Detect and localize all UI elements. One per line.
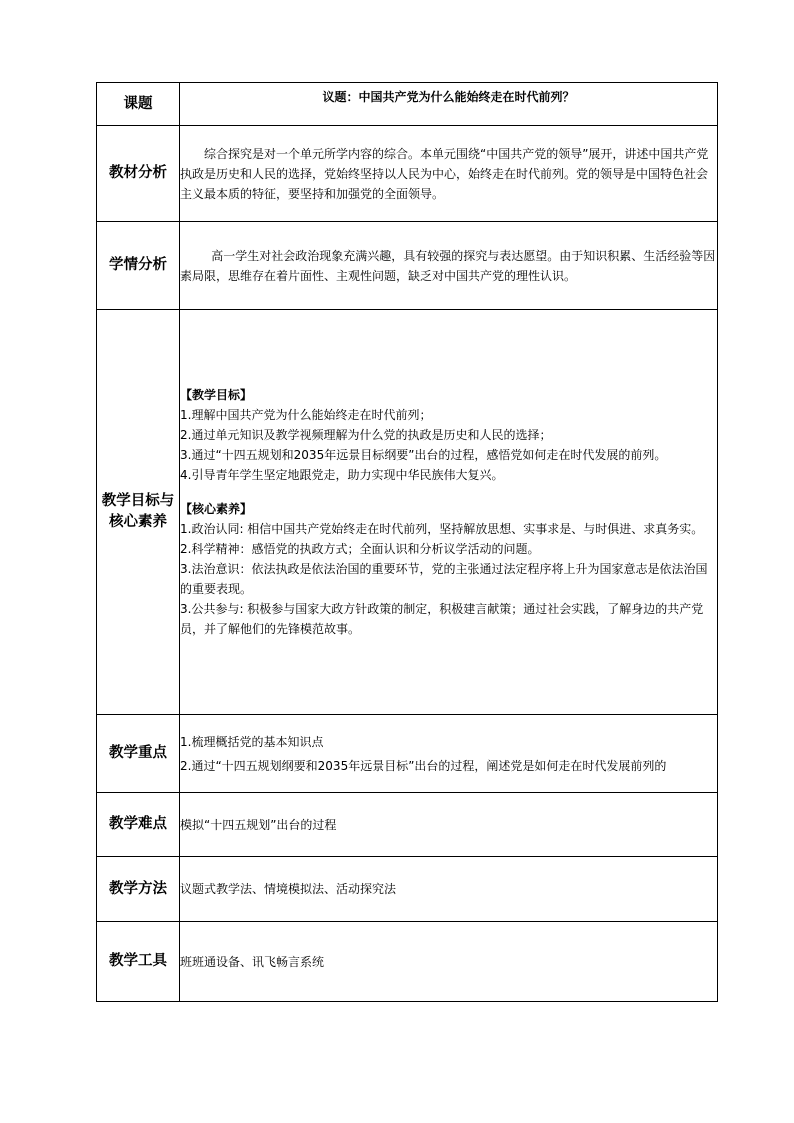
material-label: 教材分析	[97, 126, 180, 222]
key-points-label: 教学重点	[97, 715, 180, 793]
tools-row	[97, 922, 718, 1002]
core-literacy-item: 1.政治认同: 相信中国共产党始终走在时代前列，坚持解放思想、实事求是、与时俱进、求真务实。	[180, 522, 704, 536]
difficulty-text: 模拟“十四五规划”出台的过程	[180, 793, 718, 857]
core-literacy-item: 3.公共参与: 积极参与国家大政方针政策的制定，积极建言献策；通过社会实践，了解身边的共产党员，并了解他们的先锋模范故事。	[180, 602, 704, 636]
difficulty-row	[97, 793, 718, 857]
tools-label: 教学工具	[97, 922, 180, 1002]
material-row	[97, 126, 718, 222]
students-label: 学情分析	[97, 222, 180, 310]
core-literacy-item: 3.法治意识：依法执政是依法治国的重要环节，党的主张通过法定程序将上升为国家意志是依法治国的重要表现。	[180, 562, 708, 596]
students-cell	[180, 222, 718, 310]
key-point-item: 1.梳理概括党的基本知识点	[180, 734, 324, 749]
teaching-goal-item: 1.理解中国共产党为什么能始终走在时代前列；	[180, 408, 432, 422]
core-literacy-heading: 【核心素养】	[180, 502, 253, 516]
key-points-cell	[180, 715, 718, 793]
teaching-goal-item: 4.引导青年学生坚定地跟党走，助力实现中华民族伟大复兴。	[180, 468, 504, 482]
methods-label: 教学方法	[97, 857, 180, 922]
topic-row	[97, 83, 718, 126]
material-text: 综合探究是对一个单元所学内容的综合。本单元围绕“中国共产党的领导”展开，讲述中国共产党执政是历史和人民的选择，党始终坚持以人民为中心，始终走在时代前列。党的领导是中国特色社会主义最本质的特征，要坚持和加强党的全面领导。	[180, 146, 709, 201]
material-cell	[180, 126, 718, 222]
goals-cell	[180, 310, 718, 715]
goals-label: 教学目标与核心素养	[97, 310, 180, 715]
teaching-goal-item: 3.通过“十四五规划和2035年远景目标纲要”出台的过程，感悟党如何走在时代发展的前列。	[180, 448, 667, 462]
students-text: 高一学生对社会政治现象充满兴趣，具有较强的探究与表达愿望。由于知识积累、生活经验等因素局限，思维存在着片面性、主观性问题，缺乏对中国共产党的理性认识。	[180, 248, 716, 283]
key-points-row	[97, 715, 718, 793]
teaching-goals-heading: 【教学目标】	[180, 388, 253, 402]
students-row	[97, 222, 718, 310]
lesson-plan-table	[96, 82, 718, 1002]
topic-value: 议题：中国共产党为什么能始终走在时代前列？	[180, 83, 718, 126]
core-literacy-item: 2.科学精神：感悟党的执政方式；全面认识和分析议学活动的问题。	[180, 542, 540, 556]
methods-text: 议题式教学法、情境模拟法、活动探究法	[180, 857, 718, 922]
goals-row	[97, 310, 718, 715]
teaching-goal-item: 2.通过单元知识及教学视频理解为什么党的执政是历史和人民的选择；	[180, 428, 552, 442]
tools-text: 班班通设备、讯飞畅言系统	[180, 922, 718, 1002]
topic-label: 课题	[97, 83, 180, 126]
key-point-item: 2.通过“十四五规划纲要和2035年远景目标”出台的过程，阐述党是如何走在时代发展前列的	[180, 758, 667, 773]
difficulty-label: 教学难点	[97, 793, 180, 857]
methods-row	[97, 857, 718, 922]
